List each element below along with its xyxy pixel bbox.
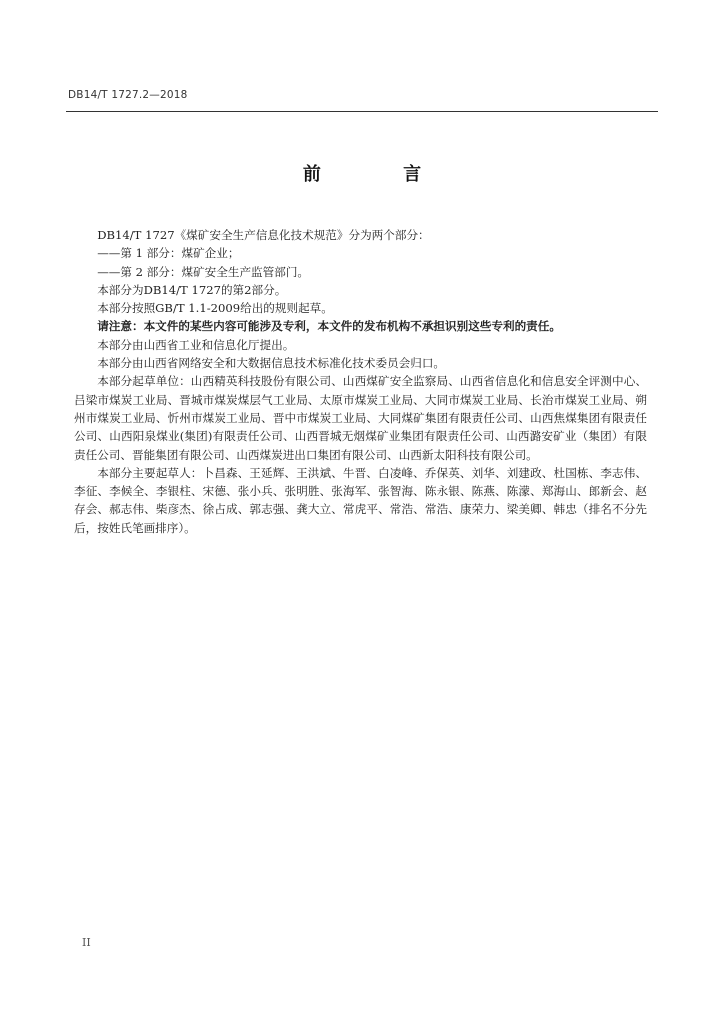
paragraph-proposer: 本部分由山西省工业和信息化厅提出。 bbox=[97, 337, 295, 352]
page-number: II bbox=[82, 936, 91, 949]
paragraph-administrator: 本部分由山西省网络安全和大数据信息技术标准化技术委员会归口。 bbox=[97, 356, 446, 371]
paragraph-drafting-rules: 本部分按照GB/T 1.1-2009给出的规则起草。 bbox=[97, 301, 333, 316]
page-title: 前 言 bbox=[302, 164, 460, 185]
document-code: DB14/T 1727.2—2018 bbox=[68, 89, 188, 101]
foreword-body bbox=[74, 226, 647, 537]
paragraph-this-part: 本部分为DB14/T 1727的第2部分。 bbox=[97, 282, 287, 297]
paragraph-drafting-units: 本部分起草单位：山西精英科技股份有限公司、山西煤矿安全监察局、山西省信息化和信息安全评测中心、吕梁市煤炭工业局、晋城市煤炭煤层气工业局、太原市煤炭工业局、大同市煤炭工业局、长治市煤炭工业局、朔州市煤炭工业局、忻州市煤炭工业局、晋中市煤炭工业局、大同煤矿集团有限责任公司、山西焦煤集团有限责任公司、山西阳泉煤业(集团)有限责任公司、山西晋城无烟煤矿业集团有限责任公司、山西潞安矿业（集团）有限责任公司、晋能集团有限公司、山西煤炭进出口集团有限公司、山西新太阳科技有限公司。 bbox=[74, 374, 647, 462]
paragraph-part-2: ——第 2 部分：煤矿安全生产监管部门。 bbox=[97, 264, 310, 279]
header-divider bbox=[66, 111, 658, 112]
paragraph-patent-notice: 请注意：本文件的某些内容可能涉及专利，本文件的发布机构不承担识别这些专利的责任。 bbox=[97, 319, 561, 334]
paragraph-part-1: ——第 1 部分：煤矿企业； bbox=[97, 246, 240, 261]
paragraph-intro: DB14/T 1727《煤矿安全生产信息化技术规范》分为两个部分： bbox=[97, 228, 430, 242]
paragraph-drafters: 本部分主要起草人：卜昌森、王延辉、王洪斌、牛晋、白凌峰、乔保英、刘华、刘建政、杜国栋、李志伟、李征、李候全、李银柱、宋德、张小兵、张明胜、张海军、张智海、陈永银、陈燕、陈濛、郑海山、郎新会、赵存会、郝志伟、柴彦杰、徐占成、郭志强、龚大立、常虎平、常浩、常浩、康荣力、梁美卿、韩忠（排名不分先后，按姓氏笔画排序）。 bbox=[74, 465, 647, 535]
